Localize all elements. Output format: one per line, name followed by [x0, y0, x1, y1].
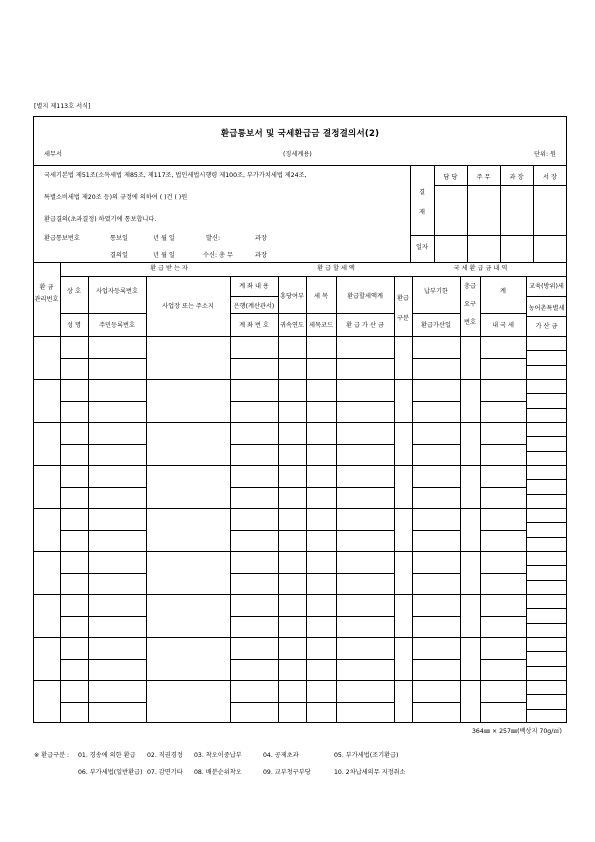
table-top-line	[33, 262, 567, 263]
legend-item-03: 03. 착오이중납부	[194, 752, 242, 759]
record-third-b-8	[526, 709, 567, 710]
record-mid-tax-8	[278, 702, 394, 703]
record-line-6	[33, 594, 567, 595]
legal-text-line2: 특별소비세법 제20조 등)의 규정에 의하여 ( )건 ( )원	[44, 194, 188, 201]
legend-prefix: ※ 환급구분 :	[34, 752, 70, 759]
record-mid-left-1	[60, 401, 146, 402]
record-mid-tax-1	[278, 401, 394, 402]
record-line-2	[33, 422, 567, 423]
legend-item-04: 04. 공제초과	[263, 752, 299, 759]
record-mid-account-7	[230, 659, 278, 660]
record-mid-account-1	[230, 401, 278, 402]
col-national-tax: 내 국 세	[492, 322, 514, 329]
legend-item-08: 08. 배분순위착오	[194, 769, 242, 776]
record-mid-left-5	[60, 573, 146, 574]
col-rural-tax: 농어촌특별세	[528, 305, 565, 312]
col-refund-tax-amount: 환급할세액계	[347, 293, 383, 300]
subcol-line-0	[88, 276, 89, 723]
col-offset-1: 충급	[464, 283, 476, 290]
record-mid-account-5	[230, 573, 278, 574]
col-line-2	[230, 276, 231, 723]
decision-date-template: 년 월 일	[153, 252, 175, 259]
col-line-0	[60, 262, 61, 723]
group-tax-header: 환 급 할 세 액	[317, 265, 355, 272]
record-mid-total-7	[480, 659, 526, 660]
record-mid-account-6	[230, 616, 278, 617]
col-tax-item: 세 목	[314, 293, 328, 300]
record-line-3	[33, 465, 567, 466]
record-mid-payment-0	[412, 358, 460, 359]
approval-header-line	[434, 185, 567, 186]
record-mid-total-4	[480, 530, 526, 531]
group-header-line	[60, 276, 567, 277]
col-bank-branch: 은행(계산관서)	[233, 303, 275, 310]
record-mid-left-4	[60, 530, 146, 531]
record-line-7	[33, 637, 567, 638]
col-surcharge: 가 산 금	[535, 323, 558, 330]
header-mid-line-left	[60, 313, 146, 314]
legend-item-01: 01. 경송에 의한 환급	[78, 752, 136, 759]
record-third-a-5	[526, 565, 567, 566]
legend-item-09: 09. 교부청구부당	[263, 769, 311, 776]
record-third-a-7	[526, 651, 567, 652]
sender-label: 발신:	[206, 235, 221, 242]
record-mid-payment-7	[412, 659, 460, 660]
record-third-b-5	[526, 580, 567, 581]
col-offset-3: 번호	[464, 319, 476, 326]
header-bottom-line	[33, 336, 567, 337]
approval-col-chief: 주 무	[476, 174, 491, 181]
header-account-line-1	[230, 296, 278, 297]
approval-col-section-head: 과 장	[509, 174, 524, 181]
col-dup-flag: 흥당여부	[280, 293, 304, 300]
header-account-line-2	[230, 313, 278, 314]
record-mid-left-6	[60, 616, 146, 617]
col-line-5	[412, 276, 413, 723]
col-biz-reg-no: 사업자등록번호	[96, 288, 138, 295]
col-line-6	[460, 276, 461, 723]
record-mid-account-8	[230, 702, 278, 703]
col-year-attribution: 귀속연도	[280, 322, 304, 329]
notice-date-template: 년 월 일	[153, 235, 175, 242]
col-tax-code: 세목코드	[309, 322, 333, 329]
record-mid-left-3	[60, 487, 146, 488]
record-mid-account-3	[230, 487, 278, 488]
record-mid-tax-3	[278, 487, 394, 488]
record-line-4	[33, 508, 567, 509]
record-mid-tax-4	[278, 530, 394, 531]
record-mid-total-5	[480, 573, 526, 574]
record-mid-total-2	[480, 444, 526, 445]
record-mid-total-3	[480, 487, 526, 488]
record-third-b-2	[526, 451, 567, 452]
record-mid-tax-2	[278, 444, 394, 445]
record-third-a-4	[526, 522, 567, 523]
decision-date-label: 결의일	[110, 252, 128, 259]
record-mid-left-7	[60, 659, 146, 660]
form-reference: [별지 제113호 서식]	[34, 103, 91, 110]
col-offset-2: 요구	[464, 301, 476, 308]
group-recipient-header: 환 급 받 는 자	[150, 265, 188, 272]
col-biz-address: 사업장 또는 주소지	[162, 303, 214, 310]
legend-item-10: 10. 2차납세의무 지정취소	[334, 769, 406, 776]
record-line-5	[33, 551, 567, 552]
record-mid-payment-8	[412, 702, 460, 703]
col-line-4	[394, 276, 395, 723]
record-mid-left-0	[60, 358, 146, 359]
record-line-1	[33, 379, 567, 380]
record-mid-total-1	[480, 401, 526, 402]
record-mid-left-8	[60, 702, 146, 703]
approval-col-director: 서 장	[543, 174, 557, 181]
col-line-8	[526, 276, 527, 723]
approval-col-staff: 담 당	[443, 174, 458, 181]
receiver-value: 과장	[255, 252, 267, 259]
record-mid-payment-2	[412, 444, 460, 445]
col-payment-period: 납부기한	[424, 288, 448, 295]
record-mid-total-6	[480, 616, 526, 617]
col-refund-added-day: 환급가산일	[421, 322, 451, 329]
subcol-line-1	[306, 276, 307, 723]
header-edu-line	[526, 296, 567, 297]
header-total-mid-line	[480, 313, 526, 314]
record-third-a-2	[526, 436, 567, 437]
legal-text-line1: 국세기본법 제51조(소득세법 제85조, 제117조, 법인세법시행령 제100조, 부가가치세법 제24조,	[44, 172, 307, 179]
tax-office-label: 세무서	[44, 151, 62, 158]
record-mid-tax-0	[278, 358, 394, 359]
record-mid-account-0	[230, 358, 278, 359]
record-mid-payment-5	[412, 573, 460, 574]
refund-no-header-1: 환 금	[39, 284, 54, 291]
record-third-b-6	[526, 623, 567, 624]
legal-text-line3: 환급결의(초과결정) 하였기에 통보합니다.	[44, 216, 157, 223]
record-mid-payment-4	[412, 530, 460, 531]
approval-label-char2: 재	[419, 209, 425, 216]
col-line-3	[278, 276, 279, 723]
record-mid-tax-7	[278, 659, 394, 660]
header-payment-mid-line	[412, 313, 460, 314]
record-mid-account-4	[230, 530, 278, 531]
usage-note: (징세계용)	[283, 151, 312, 158]
legend-item-07: 07. 감면기타	[147, 769, 183, 776]
unit-label: 단위: 원	[534, 151, 556, 158]
legend-item-02: 02. 직권경정	[147, 752, 183, 759]
subcol-line-2	[336, 276, 337, 723]
approval-date-line	[410, 235, 567, 236]
notice-number-label: 환급통보번호	[44, 235, 80, 242]
record-line-8	[33, 680, 567, 681]
form-title: 환급통보서 및 국세환급금 결정결의서(2)	[220, 129, 380, 139]
header-divider	[33, 165, 567, 166]
refund-no-header-2: 관리번호	[34, 296, 59, 303]
header-rural-line	[526, 316, 567, 317]
col-person-name: 성 명	[67, 322, 81, 329]
record-third-a-3	[526, 479, 567, 480]
col-account-no: 계 좌 번 호	[239, 322, 269, 329]
record-third-b-3	[526, 494, 567, 495]
col-account-details: 계 좌 내 용	[239, 283, 269, 290]
form-frame	[33, 116, 567, 723]
col-edu-tax: 교육(방위)세	[529, 283, 564, 290]
receiver-label: 수신: 총 무	[203, 252, 233, 259]
record-third-a-1	[526, 393, 567, 394]
approval-date-label: 일자	[416, 244, 428, 251]
record-third-b-1	[526, 408, 567, 409]
sender-value: 과장	[255, 235, 267, 242]
col-total: 계	[500, 288, 506, 295]
record-mid-payment-1	[412, 401, 460, 402]
col-resident-reg-no: 주민등록번호	[99, 322, 135, 329]
record-mid-payment-6	[412, 616, 460, 617]
notice-date-label: 통보일	[110, 235, 128, 242]
col-firm-name: 상 호	[67, 288, 81, 295]
col-refund-type-1: 환급	[397, 295, 409, 302]
legend-item-06: 06. 부가세법(일반환급)	[78, 769, 143, 776]
record-mid-total-8	[480, 702, 526, 703]
record-third-a-6	[526, 608, 567, 609]
record-third-b-4	[526, 537, 567, 538]
record-third-b-7	[526, 666, 567, 667]
record-mid-left-2	[60, 444, 146, 445]
record-mid-account-2	[230, 444, 278, 445]
record-mid-tax-5	[278, 573, 394, 574]
col-line-7	[480, 276, 481, 723]
approval-label-char1: 결	[419, 189, 425, 196]
record-mid-tax-6	[278, 616, 394, 617]
col-refund-type-2: 구분	[397, 315, 409, 322]
record-third-b-0	[526, 365, 567, 366]
paper-spec: 364㎜ × 257㎜(백상지 70g/㎡)	[472, 728, 562, 735]
record-mid-payment-3	[412, 487, 460, 488]
record-third-a-8	[526, 694, 567, 695]
record-third-a-0	[526, 350, 567, 351]
col-line-1	[146, 276, 147, 723]
record-mid-total-0	[480, 358, 526, 359]
col-refund-surcharge: 환 급 가 산 금	[346, 322, 384, 329]
legend-item-05: 05. 부가세법(조기환급)	[334, 752, 399, 759]
group-details-header: 국 세 환 급 금 내 역	[453, 265, 508, 272]
